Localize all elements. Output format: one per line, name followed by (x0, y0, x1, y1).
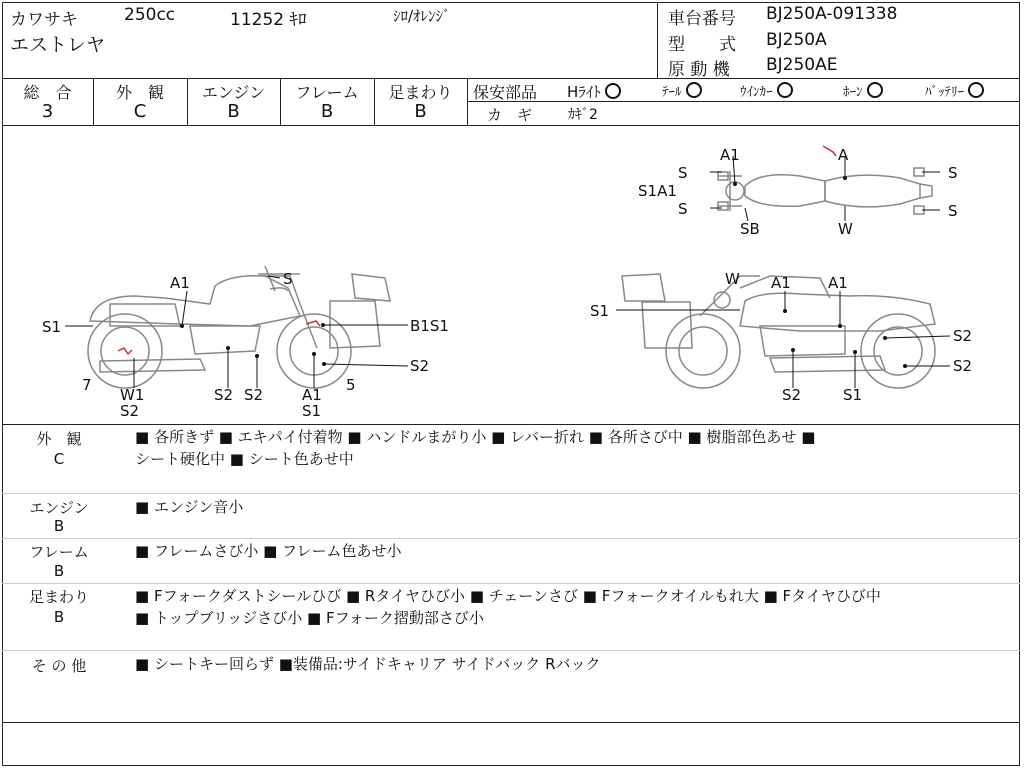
label-right-s2c: S2 (782, 386, 802, 404)
safety-item-tail: ﾃｰﾙ (662, 81, 702, 100)
note-line: ■ トップブリッジさび小 ■ Fフォーク摺動部さび小 (135, 609, 484, 627)
grade-label-suspension: 足まわり (388, 83, 453, 102)
frame-no: BJ250A-091338 (766, 4, 898, 24)
ok-circle-icon (968, 82, 984, 98)
maker: カワサキ (10, 10, 78, 30)
grade-label-engine: エンジン (201, 83, 266, 102)
label-right-s1b: S1 (843, 386, 863, 404)
key-value: ｶｷﾞ2 (568, 107, 598, 123)
section-exterior-name: 外 観 (36, 430, 82, 448)
safety-item-horn: ﾎｰﾝ (843, 81, 883, 100)
label-top-sb: SB (740, 220, 760, 238)
section-other-notes (135, 653, 601, 675)
label-right-s2b: S2 (953, 357, 973, 375)
note-line: ■ エンジン音小 (135, 498, 244, 516)
label-top-s2: S (678, 200, 688, 218)
section-suspension-name: 足まわり (28, 588, 89, 606)
note-line: ■ Fフォークダストシールひび ■ Rタイヤひび小 ■ チェーンさび ■ Fフォークオイルもれ大 ■ Fタイヤひび中 (135, 587, 881, 605)
grade-label-overall: 総 合 (23, 83, 72, 102)
diagram-labels-top (638, 146, 958, 238)
type: BJ250A (766, 30, 827, 50)
section-exterior-notes (135, 426, 815, 470)
section-divider (2, 650, 1020, 651)
section-frame-grade: B (53, 562, 65, 580)
label-left-s2d: S2 (244, 386, 264, 404)
safety-item-winker: ｳｲﾝｶｰ (740, 81, 793, 100)
label-left-s1b: S1 (302, 402, 322, 420)
rule (2, 722, 1020, 723)
section-engine-name: エンジン (29, 499, 89, 517)
grade-value-engine: B (227, 101, 240, 122)
rule (657, 2, 658, 78)
section-divider (2, 493, 1020, 494)
label-right-a1b: A1 (828, 274, 848, 292)
label-left-7: 7 (82, 376, 92, 394)
ok-circle-icon (686, 82, 702, 98)
grade-value-overall: 3 (41, 101, 54, 122)
label-top-s: S (678, 164, 688, 182)
label-left-a1: A1 (170, 274, 190, 292)
grade-value-exterior: C (133, 101, 147, 122)
engine: BJ250AE (766, 55, 838, 75)
note-line: ■ 各所きず ■ エキパイ付着物 ■ ハンドルまがり小 ■ レバー折れ ■ 各所さび中 ■ 樹脂部色あせ ■ (135, 428, 816, 446)
label-left-a1b: A1 (302, 386, 322, 404)
grade-value-frame: B (320, 101, 334, 122)
rule (2, 78, 1020, 79)
label-right-s2: S2 (953, 327, 973, 345)
mileage: 11252 ｷﾛ (230, 10, 307, 30)
key-label: カ ギ (487, 106, 533, 124)
section-divider (2, 538, 1020, 539)
note-line: ■ フレームさび小 ■ フレーム色あせ小 (135, 542, 402, 560)
section-other-name: そ の 他 (31, 657, 87, 675)
label-left-s2: S2 (410, 357, 430, 375)
label-left-5: 5 (346, 376, 356, 394)
bike-top-view (118, 146, 932, 354)
label-right-w: W (725, 270, 740, 288)
label-top-s4: S (948, 202, 958, 220)
rule (2, 424, 1020, 425)
label-right-a1: A1 (771, 274, 791, 292)
frame-no-label: 車台番号 (668, 9, 736, 29)
safety-parts-label: 保安部品 (473, 83, 538, 102)
section-engine-grade: B (53, 517, 65, 535)
label-left-s2b: S2 (120, 402, 140, 420)
rule (467, 78, 468, 125)
grade-label-frame: フレーム (295, 83, 359, 102)
displacement: 250cc (124, 5, 176, 25)
ok-circle-icon (867, 82, 883, 98)
color: ｼﾛ/ｵﾚﾝｼﾞ (393, 7, 451, 25)
label-top-w: W (838, 220, 853, 238)
label-left-s1: S1 (42, 318, 62, 336)
section-exterior-grade: C (53, 450, 65, 468)
ok-circle-icon (777, 82, 793, 98)
bike-left-view (88, 266, 390, 388)
safety-item-headlight: Hﾗｲﾄ (567, 81, 621, 102)
note-line: ■ シートキー回らず ■装備品:サイドキャリア サイドバック Rバック (135, 655, 601, 673)
engine-label: 原 動 機 (668, 60, 730, 80)
label-left-b1s1: B1S1 (410, 317, 449, 335)
damage-diagram (0, 126, 1024, 424)
section-suspension-grade: B (53, 608, 65, 626)
label-left-s: S (283, 270, 293, 288)
label-right-s1: S1 (590, 302, 610, 320)
model-name: エストレヤ (10, 34, 106, 56)
label-left-s2c: S2 (214, 386, 234, 404)
section-frame-notes (135, 540, 401, 562)
label-top-a1: A1 (720, 146, 740, 164)
grade-value-suspension: B (414, 101, 427, 122)
section-engine-notes (135, 496, 243, 518)
section-suspension-notes (135, 585, 881, 629)
grade-label-exterior: 外 観 (115, 83, 164, 102)
label-left-w1: W1 (120, 386, 145, 404)
rule (467, 101, 1020, 102)
label-top-s3: S (948, 164, 958, 182)
ok-circle-icon (605, 83, 621, 99)
section-frame-name: フレーム (29, 543, 89, 561)
note-line: シート硬化中 ■ シート色あせ中 (135, 450, 354, 468)
label-top-s1a1: S1A1 (638, 182, 677, 200)
section-divider (2, 583, 1020, 584)
safety-item-battery: ﾊﾞｯﾃﾘｰ (925, 81, 984, 100)
type-label: 型 式 (668, 35, 736, 55)
label-top-a: A (838, 146, 849, 164)
